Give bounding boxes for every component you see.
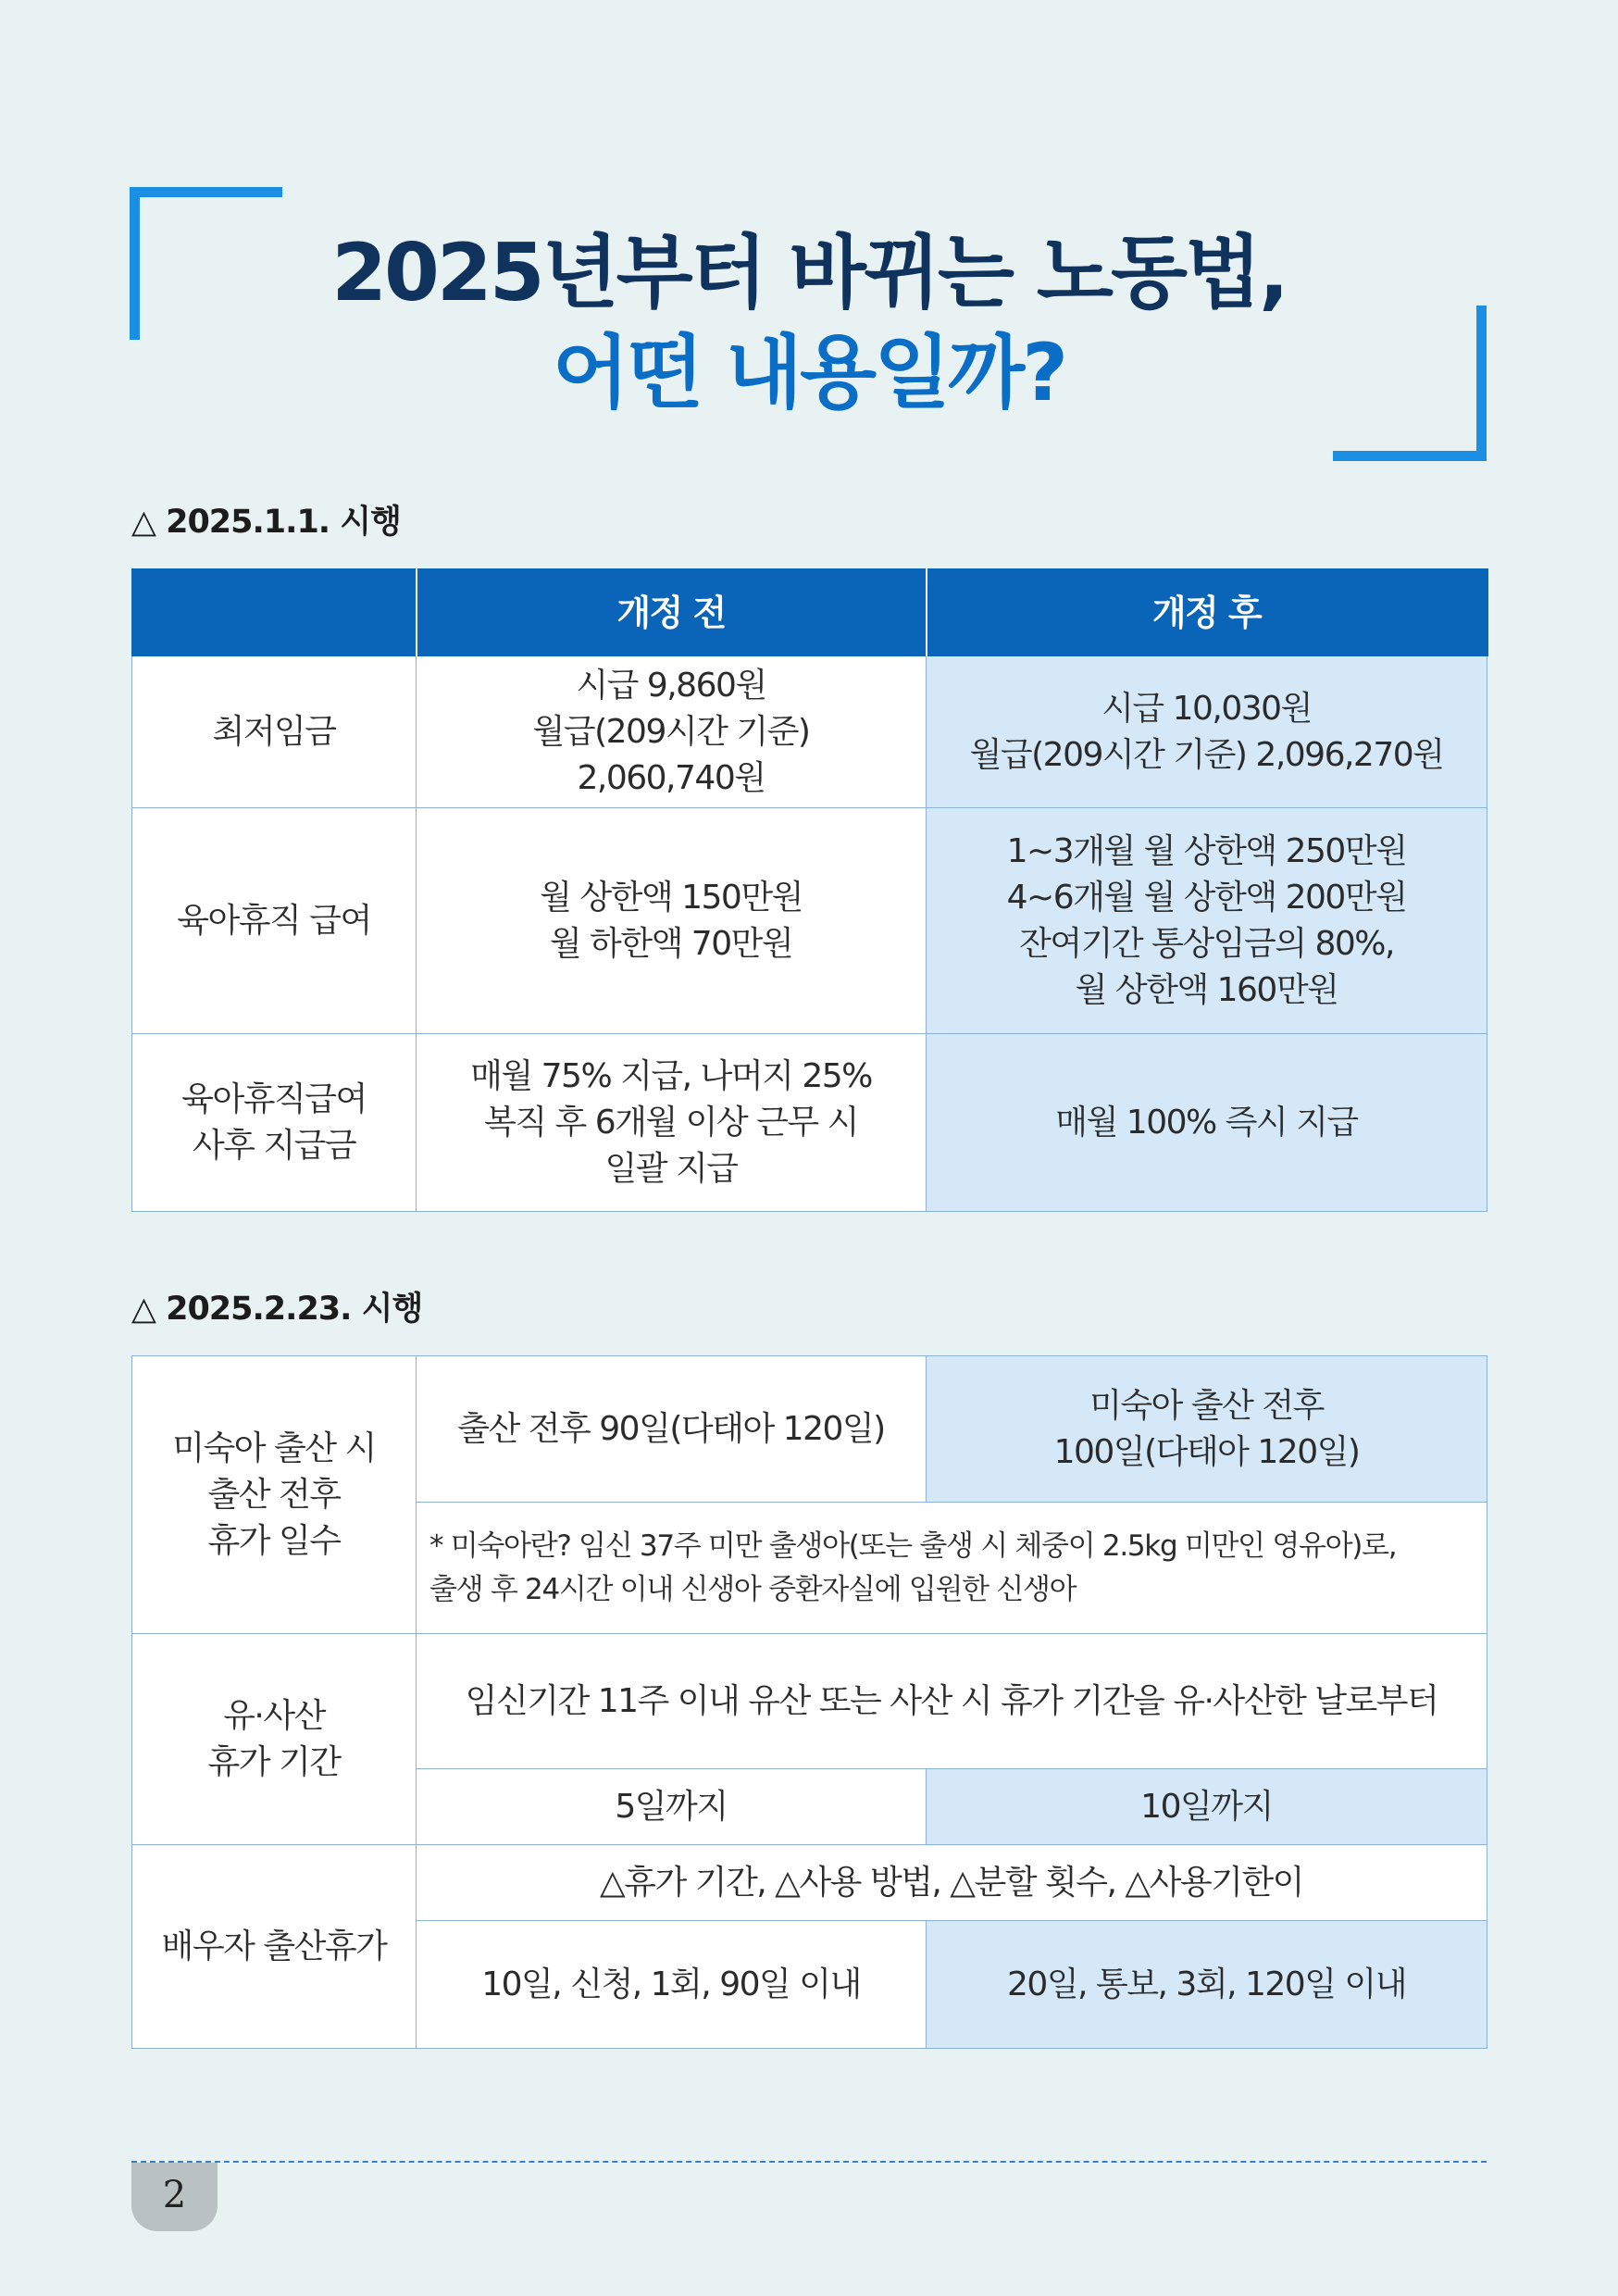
header-after: 개정 후 [927,569,1487,656]
table-2025-feb [131,1355,1487,2049]
before-cell: 시급 9,860원 월급(209시간 기준) 2,060,740원 [417,656,927,808]
table-row-spouse-common [132,1845,1487,1921]
table-row-deferred-payment [132,1034,1487,1212]
row-label: 미숙아 출산 시 출산 전후 휴가 일수 [132,1356,417,1634]
header-before: 개정 전 [417,569,927,656]
before-cell: 월 상한액 150만원 월 하한액 70만원 [417,808,927,1034]
table-header-row [132,569,1487,656]
table-row-premature [132,1356,1487,1503]
after-cell: 미숙아 출산 전후 100일(다태아 120일) [927,1356,1487,1503]
after-cell: 매월 100% 즉시 지급 [927,1034,1487,1212]
row-label: 배우자 출산휴가 [132,1845,417,2049]
row-label: 육아휴직 급여 [132,808,417,1034]
after-cell: 1~3개월 월 상한액 250만원 4~6개월 월 상한액 200만원 잔여기간 통상임금의 80%, 월 상한액 160만원 [927,808,1487,1034]
premature-definition-note: * 미숙아란? 임신 37주 미만 출생아(또는 출생 시 체중이 2.5kg 미만인 영유아)로, 출생 후 24시간 이내 신생아 중환자실에 입원한 신생아 [417,1503,1487,1634]
page-number: 2 [131,2163,218,2231]
common-cell: 임신기간 11주 이내 유산 또는 사산 시 휴가 기간을 유·사산한 날로부터 [417,1634,1487,1769]
table-2025-jan [131,568,1488,1212]
row-label: 유·사산 휴가 기간 [132,1634,417,1845]
before-cell: 10일, 신청, 1회, 90일 이내 [417,1921,927,2049]
after-cell: 10일까지 [927,1769,1487,1845]
common-cell: △휴가 기간, △사용 방법, △분할 횟수, △사용기한이 [417,1845,1487,1921]
after-cell: 시급 10,030원 월급(209시간 기준) 2,096,270원 [927,656,1487,808]
page-title-line1: 2025년부터 바뀌는 노동법, [331,227,1287,319]
row-label: 육아휴직급여 사후 지급금 [132,1034,417,1212]
table-row-miscarriage-common [132,1634,1487,1769]
page-title-line2: 어떤 내용일까? [552,327,1066,419]
before-cell: 출산 전후 90일(다태아 120일) [417,1356,927,1503]
table-row-minimum-wage [132,656,1487,808]
footer-divider [131,2161,1487,2163]
row-label: 최저임금 [132,656,417,808]
section-label-jan: △ 2025.1.1. 시행 [131,504,401,541]
table-row-parental-leave-pay [132,808,1487,1034]
header-blank [132,569,417,656]
before-cell: 5일까지 [417,1769,927,1845]
after-cell: 20일, 통보, 3회, 120일 이내 [927,1921,1487,2049]
before-cell: 매월 75% 지급, 나머지 25% 복직 후 6개월 이상 근무 시 일괄 지급 [417,1034,927,1212]
section-label-feb: △ 2025.2.23. 시행 [131,1291,423,1328]
